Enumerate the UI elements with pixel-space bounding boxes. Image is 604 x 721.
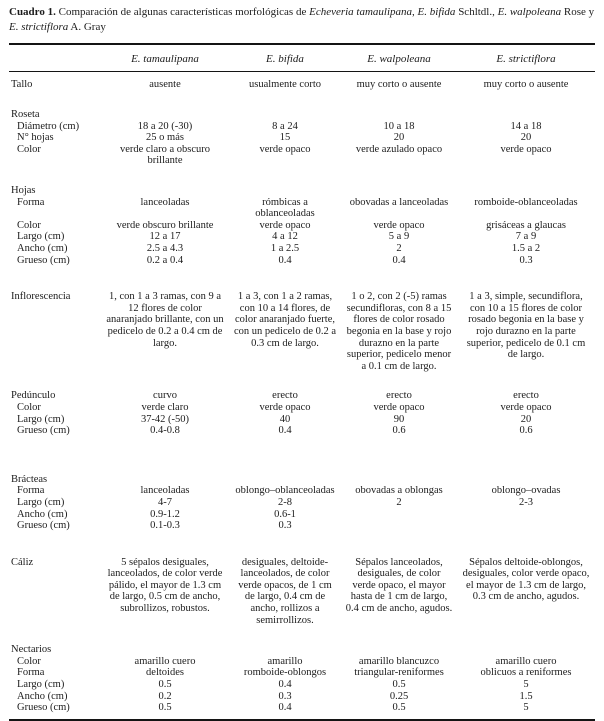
- table-cell: 8 a 24: [272, 120, 298, 132]
- header-species-walpoleana: E. walpoleana: [341, 44, 457, 72]
- table-cell: verde opaco: [500, 143, 552, 155]
- table-cell: [341, 185, 457, 197]
- table-cell: [457, 520, 595, 532]
- table-cell: 10 a 18: [383, 120, 415, 132]
- table-cell: [341, 109, 457, 121]
- row-label: Largo (cm): [17, 679, 65, 691]
- table-cell: romboide-oblongos: [243, 667, 327, 679]
- table-row: [9, 121, 595, 133]
- table-row: [9, 656, 595, 668]
- table-cell: 5 sépalos desiguales, lanceolados, de color verde pálido, el mayor de 1.3 cm de largo, 0.5 cm de ancho, subrollizos, robustos.: [107, 556, 223, 615]
- table-cell: 5 a 9: [388, 231, 410, 243]
- table-cell: 0.3: [278, 520, 292, 532]
- header-species-bifida: E. bifida: [229, 44, 341, 72]
- table-cell: 1.5 a 2: [511, 243, 541, 254]
- header-empty: [9, 44, 101, 72]
- caption-species-2: E. bifida: [417, 6, 456, 18]
- caption-label: Cuadro 1.: [9, 6, 56, 18]
- row-label: Diámetro (cm): [17, 120, 80, 132]
- table-cell: erecto: [513, 390, 539, 402]
- table-cell: 15: [279, 132, 291, 144]
- spacer-row: [9, 372, 595, 390]
- table-cell: 2: [396, 496, 402, 508]
- spacer-row: [9, 626, 595, 644]
- row-label: Pedúnculo: [11, 390, 56, 402]
- table-cell: 37-42 (-50): [140, 413, 190, 425]
- table-cell: 40: [279, 413, 291, 425]
- table-cell: obovadas a lanceoladas: [349, 196, 449, 208]
- table-cell: 2-8: [278, 496, 292, 508]
- table-cell: 0.4: [278, 425, 292, 437]
- row-label: Largo (cm): [17, 496, 65, 508]
- row-spacer: [9, 372, 595, 390]
- table-cell: amarillo cuero: [134, 655, 196, 667]
- table-cell: 1 a 3, simple, secundiflora, con 10 a 15 flores de color rosado begonia en la base y rojo durazno en la parte superior, pedicelo de 0.1 cm de largo.: [466, 291, 586, 361]
- table-cell: muy corto o ausente: [356, 79, 442, 91]
- table-cell: [341, 520, 457, 532]
- row-label: Grueso (cm): [17, 702, 70, 714]
- section-row: [9, 474, 595, 486]
- caption-text: A. Gray: [68, 20, 106, 33]
- table-row: [9, 557, 595, 627]
- table-cell: 90: [393, 413, 405, 425]
- table-cell: [341, 509, 457, 521]
- table-cell: 12 a 17: [149, 231, 181, 243]
- table-cell: 0.3: [519, 254, 533, 266]
- table-cell: verde claro: [141, 401, 189, 413]
- row-label: Tallo: [11, 79, 33, 91]
- table-row: [9, 520, 595, 532]
- table-row: [9, 667, 595, 679]
- table-cell: [101, 474, 229, 486]
- row-label: Forma: [17, 196, 45, 208]
- table-cell: ausente: [149, 79, 181, 91]
- table-cell: verde azulado opaco: [355, 143, 443, 155]
- row-label: Cáliz: [11, 556, 34, 568]
- table-cell: [229, 644, 341, 656]
- table-cell: 1 a 3, con 1 a 2 ramas, con 10 a 14 flores, de color anaranjado fuerte, con un pedicelo de 0.2 a 0.3 cm de largo.: [233, 291, 337, 349]
- table-cell: 1 o 2, con 2 (-5) ramas secundifloras, con 8 a 15 flores de color rosado begonia en la base y rojo durazno en la parte superior, pedicelo menor a 0.1 cm de largo.: [346, 291, 452, 372]
- table-cell: verde opaco: [373, 401, 425, 413]
- table-cell: 20: [520, 413, 532, 425]
- row-label: Forma: [17, 485, 45, 497]
- table-cell: usualmente corto: [248, 79, 322, 91]
- table-row: [9, 691, 595, 703]
- spacer-row: [9, 91, 595, 109]
- table-row: [9, 402, 595, 414]
- table-cell: amarillo: [267, 655, 303, 667]
- table-cell: 0.5: [392, 679, 406, 691]
- caption-text: ,: [412, 6, 418, 18]
- table-cell: [457, 509, 595, 521]
- table-cell: 0.9-1.2: [150, 508, 180, 520]
- table-cell: [101, 644, 229, 656]
- table-cell: 25 o más: [146, 132, 184, 144]
- section-row: [9, 185, 595, 197]
- spacer-row: [9, 266, 595, 291]
- table-body: [9, 72, 595, 720]
- header-row: [9, 44, 595, 72]
- header-species-tamaulipana: E. tamaulipana: [101, 44, 229, 72]
- table-row: [9, 679, 595, 691]
- table-cell: triangular-reniformes: [354, 667, 444, 679]
- row-spacer: [9, 266, 595, 291]
- table-cell: [341, 474, 457, 486]
- table-cell: 0.5: [158, 679, 172, 691]
- table-cell: 18 a 20 (-30): [137, 120, 193, 132]
- table-row: [9, 220, 595, 232]
- section-row: [9, 644, 595, 656]
- table-cell: muy corto o ausente: [483, 79, 569, 91]
- table-cell: [229, 109, 341, 121]
- row-label: Color: [17, 143, 41, 155]
- table-cell: [457, 474, 595, 486]
- table-cell: 0.5: [392, 702, 406, 714]
- table-cell: erecto: [386, 390, 412, 402]
- table-cell: Sépalos lanceolados, desiguales, de color verde opaco, el mayor hasta de 1 cm de largo, 0.4 cm de ancho, agudos.: [345, 556, 453, 615]
- row-spacer: [9, 532, 595, 557]
- table-cell: 0.25: [389, 690, 409, 702]
- table-cell: 20: [393, 132, 405, 144]
- row-label: Roseta: [11, 109, 40, 121]
- row-spacer: [9, 167, 595, 185]
- row-label: Grueso (cm): [17, 254, 70, 266]
- table-cell: 0.4: [278, 254, 292, 266]
- table-cell: 0.4: [278, 679, 292, 691]
- table-cell: 4 a 12: [272, 231, 298, 243]
- table-row: [9, 425, 595, 437]
- table-cell: 0.1-0.3: [150, 520, 180, 532]
- table-cell: 0.3: [278, 690, 292, 702]
- table-cell: deltoides: [146, 667, 184, 679]
- table-cell: amarillo blancuzco: [358, 655, 440, 667]
- row-spacer: [9, 626, 595, 644]
- table-cell: [457, 109, 595, 121]
- table-cell: curvo: [153, 390, 177, 402]
- table-cell: romboide-oblanceoladas: [474, 196, 578, 208]
- row-label: Ancho (cm): [17, 508, 68, 520]
- row-label: Largo (cm): [17, 231, 65, 243]
- table-cell: 2-3: [519, 496, 533, 508]
- table-cell: [229, 474, 341, 486]
- table-cell: 5: [523, 702, 529, 714]
- table-row: [9, 243, 595, 255]
- table-cell: 0.4: [278, 702, 292, 714]
- table-cell: verde claro a obscuro brillante: [119, 143, 211, 167]
- row-label: Color: [17, 655, 41, 667]
- row-spacer: [9, 437, 595, 474]
- table-row: [9, 414, 595, 426]
- row-label: Ancho (cm): [17, 690, 68, 702]
- table-cell: 7 a 9: [515, 231, 537, 243]
- caption-text: Schltdl.,: [455, 6, 498, 18]
- table-cell: [229, 185, 341, 197]
- caption-text: Rose y: [561, 6, 595, 18]
- table-row: [9, 509, 595, 521]
- caption-species-4: E. strictiflora: [9, 20, 69, 33]
- row-label: Grueso (cm): [17, 520, 70, 532]
- table-cell: 1, con 1 a 3 ramas, con 9 a 12 flores de color anaranjado brillante, con un pedicelo de 0.2 a 0.4 cm de largo.: [106, 291, 224, 349]
- table-cell: 0.5: [158, 702, 172, 714]
- table-cell: 0.4-0.8: [150, 425, 180, 437]
- table-cell: 1.5: [519, 690, 533, 702]
- table-row: [9, 255, 595, 267]
- table-cell: 0.6-1: [274, 508, 296, 520]
- row-label: Grueso (cm): [17, 425, 70, 437]
- table-cell: verde opaco: [259, 401, 311, 413]
- row-label: Color: [17, 219, 41, 231]
- table-cell: [457, 644, 595, 656]
- row-label: Nectarios: [11, 644, 52, 656]
- spacer-row: [9, 437, 595, 474]
- table-cell: 4-7: [158, 496, 172, 508]
- table-cell: verde obscuro brillante: [116, 219, 214, 231]
- table-cell: [457, 185, 595, 197]
- table-cell: 2.5 a 4.3: [146, 243, 184, 254]
- row-label: Color: [17, 401, 41, 413]
- table-cell: [341, 644, 457, 656]
- table-cell: oblicuos a reniformes: [480, 667, 572, 679]
- table-row: [9, 72, 595, 91]
- table-cell: verde opaco: [259, 143, 311, 155]
- table-cell: desiguales, deltoide-lanceolados, de color verde opacos, de 1 cm de largo, 0.4 cm de ancho, rollizos a semirrollizos.: [238, 556, 332, 626]
- table-row: [9, 291, 595, 372]
- table-cell: Sépalos deltoide-oblongos, desiguales, color verde opaco, el mayor de 1.3 cm de largo, 0.3 cm de ancho, agudos.: [462, 556, 590, 603]
- table-row: [9, 144, 595, 167]
- table-cell: amarillo cuero: [495, 655, 557, 667]
- table-cell: oblongo–ovadas: [491, 485, 561, 497]
- table-row: [9, 702, 595, 714]
- row-label: Hojas: [11, 185, 36, 197]
- table-cell: 1 a 2.5: [270, 243, 300, 254]
- table-cell: 0.2 a 0.4: [146, 254, 184, 266]
- spacer-row: [9, 167, 595, 185]
- table-cell: 0.4: [392, 254, 406, 266]
- row-label: Inflorescencia: [11, 291, 71, 303]
- table-cell: verde opaco: [259, 219, 311, 231]
- table-cell: [101, 109, 229, 121]
- table-cell: 2: [396, 243, 402, 254]
- table-row: [9, 390, 595, 402]
- caption-text: Comparación de algunas características morfológicas de: [55, 6, 310, 18]
- table-row: [9, 197, 595, 220]
- table-cell: 0.6: [519, 425, 533, 437]
- table-cell: rómbicas a oblanceoladas: [255, 196, 315, 220]
- row-label: Forma: [17, 667, 45, 679]
- table-cell: 0.6: [392, 425, 406, 437]
- caption-species-3: E. walpoleana: [497, 6, 562, 18]
- table-cell: lanceoladas: [140, 485, 190, 497]
- table-cell: verde opaco: [500, 401, 552, 413]
- row-label: Brácteas: [11, 473, 48, 485]
- table-cell: 5: [523, 679, 529, 691]
- table-cell: oblongo–oblanceoladas: [235, 485, 335, 497]
- table-row: [9, 231, 595, 243]
- table-row: [9, 485, 595, 497]
- table-cell: lanceoladas: [140, 196, 190, 208]
- table-row: [9, 132, 595, 144]
- row-label: N° hojas: [17, 132, 54, 144]
- table-cell: verde opaco: [373, 219, 425, 231]
- table-row: [9, 497, 595, 509]
- row-label: Ancho (cm): [17, 243, 68, 254]
- table-cell: grisáceas a glaucas: [486, 219, 566, 231]
- row-spacer: [9, 91, 595, 109]
- comparison-table: [9, 43, 595, 720]
- row-label: Largo (cm): [17, 413, 65, 425]
- table-caption: [9, 5, 595, 34]
- section-row: [9, 109, 595, 121]
- spacer-row: [9, 532, 595, 557]
- table-cell: 14 a 18: [510, 120, 542, 132]
- table-cell: 20: [520, 132, 532, 144]
- table-cell: obovadas a oblongas: [355, 485, 443, 497]
- table-cell: erecto: [272, 390, 298, 402]
- table-cell: [101, 185, 229, 197]
- caption-species-1: Echeveria tamaulipana: [309, 6, 413, 18]
- header-species-strictiflora: E. strictiflora: [457, 44, 595, 72]
- table-cell: 0.2: [158, 690, 172, 702]
